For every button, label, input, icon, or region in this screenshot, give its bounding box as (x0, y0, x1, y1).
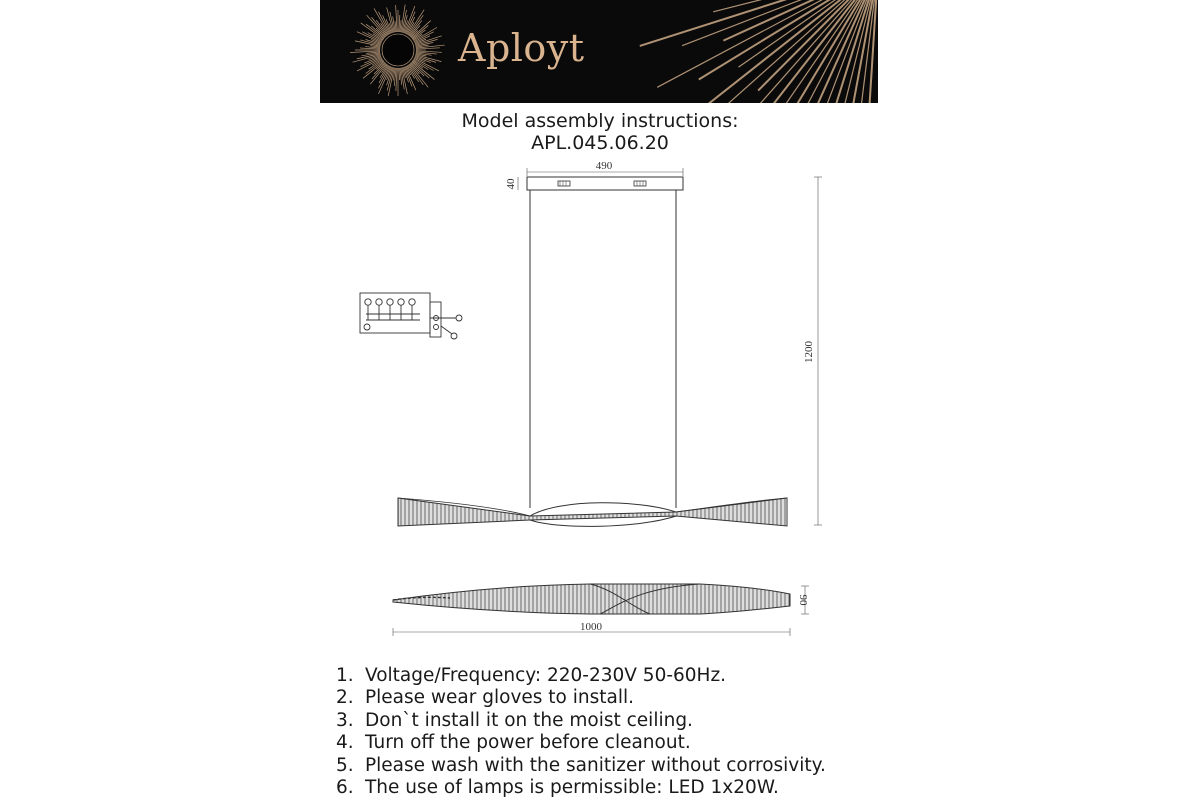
dimension-label-90: 90 (797, 594, 809, 606)
brand-logo-text: Aployt (458, 26, 585, 70)
ceiling-canopy (527, 177, 683, 190)
instructions-list (336, 665, 826, 799)
instruction-item: 2. Please wear gloves to install. (336, 687, 635, 709)
lamp-body-top-view (393, 584, 790, 614)
instruction-item: 4. Turn off the power before cleanout. (336, 732, 691, 754)
dimension-label-40: 40 (505, 178, 517, 190)
document-title: Model assembly instructions: (461, 110, 739, 132)
dimension-label-1200: 1200 (803, 341, 815, 363)
instruction-item: 6. The use of lamps is permissible: LED 1x20W. (336, 777, 779, 799)
dimension-length (393, 621, 790, 636)
lamp-body-front-view (398, 498, 787, 526)
dimension-label-490: 490 (595, 160, 613, 172)
dimension-canopy-height (505, 177, 518, 190)
dimension-total-height (803, 177, 822, 525)
instruction-item: 3. Don`t install it on the moist ceiling. (336, 709, 693, 731)
dimension-label-1000: 1000 (580, 621, 602, 633)
dimension-depth (797, 586, 809, 614)
model-number: APL.045.06.20 (531, 132, 669, 154)
instruction-item: 1. Voltage/Frequency: 220-230V 50-60Hz. (336, 665, 727, 686)
instruction-item: 5. Please wash with the sanitizer without corrosivity. (336, 754, 826, 776)
dimension-canopy-width (527, 160, 683, 176)
wiring-diagram-icon (360, 293, 462, 339)
